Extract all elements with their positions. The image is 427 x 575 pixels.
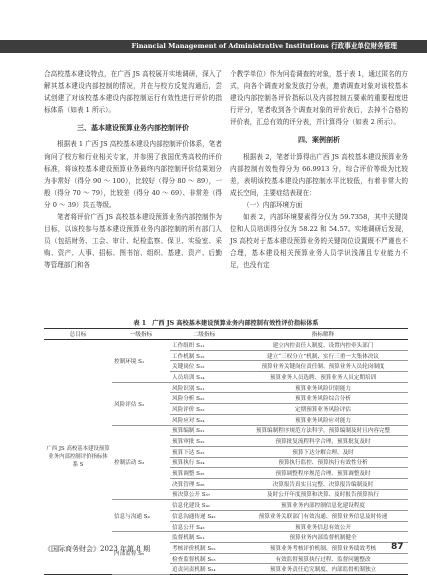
explanation-cell: 预算执行监控、预算执行有效性分析 <box>238 457 408 468</box>
column-header: 一级指标 <box>112 329 170 340</box>
level1-cell: 风险评估 S₂ <box>112 382 170 425</box>
explanation-cell: 预算业务考核评价机制、预算业务绩效考核 <box>238 543 408 554</box>
explanation-cell: 预算调整程序规范合理、预算调整及时 <box>238 468 408 479</box>
header-title-cn: 行政事业单位财务管理 <box>331 42 397 50</box>
journal-header-banner <box>0 40 427 53</box>
explanation-cell: 预算业务内部控制信息化建设程度 <box>238 500 408 511</box>
explanation-cell: 预算编制程序规范方法科学，预算编制及时且内容完整 <box>238 425 408 436</box>
right-column <box>230 68 408 272</box>
table-row <box>44 340 408 351</box>
level2-cell: 关键岗位 S₁₃ <box>170 361 238 372</box>
right-paragraph: 如表 2，内部环境要素得分仅为 59.7358，其中关键岗位和人员培训得分仅为 58.22 和 54.57。实地调研后发现，JS 高校对于基本建设预算业务的关键岗位设置既不严谨也不合理，基本建设相关预算业务人员学识浅薄且专业能力不足，也没有定 <box>230 213 408 270</box>
right-paragraph: 个教学单位）作为问卷调查的对象，基于表 1，通过匿名的方式，向各个调查对象发放打分表，邀请调查对象对该校基本建设内部控制各评价指标以及内部控制五要素的重要程度进行评分，笔者收到各个调查对象的评价表后，去掉不合格的评价表，汇总有效的评分表，并计算得分（如表 2 所示）。 <box>230 70 408 127</box>
level2-cell: 考核评价机制 S₅₂ <box>170 543 238 554</box>
level2-cell: 风险评价 S₂₃ <box>170 404 238 415</box>
level2-cell: 预算编制 S₃₁ <box>170 425 238 436</box>
explanation-cell: 定期预算业务风险评估 <box>238 404 408 415</box>
overall-goal-cell: 广西 JS 高校基本建设预算业务内部控制评价指标体系 S <box>44 340 112 575</box>
level2-cell: 检查监督机制 S₅₃ <box>170 553 238 564</box>
explanation-cell: 有效监督预算执行过程、监督问题整改 <box>238 553 408 564</box>
explanation-cell: 预算业务内部监督机制健全 <box>238 532 408 543</box>
explanation-cell: 及时公开年度预算和决算、及时报告预算执行 <box>238 489 408 500</box>
right-paragraph: 根据表 2，笔者计算得出广西 JS 高校基本建设预算业务内部控制有效性得分为 66.9913 分，综合评价等级为比较差，表明该校基本建设内部控制水平比较低，有着非常大的成长空间，主要症结表现在： <box>230 152 408 197</box>
level2-cell: 风险应对 S₂₄ <box>170 414 238 425</box>
level1-cell: 控制环境 S₁ <box>112 340 170 383</box>
section-heading: 三、基本建设预算业务内部控制评价 <box>77 123 189 133</box>
level2-cell: 工作机制 S₁₂ <box>170 350 238 361</box>
explanation-cell: 预算业务关键岗位责任制、预算业务人员轮岗制度 <box>238 361 408 372</box>
explanation-cell: 预算业务责任追究制度、内部监督机制独立 <box>238 564 408 575</box>
column-header: 二级指标 <box>170 329 238 340</box>
explanation-cell: 建立内控责任人制度、设置内控牵头部门 <box>238 340 408 351</box>
column-header: 总目标 <box>44 329 112 340</box>
column-header: 指标解释 <box>238 329 408 340</box>
table-header-row <box>44 329 408 340</box>
explanation-cell: 预算业务信息有效公开 <box>238 521 408 532</box>
level2-cell: 预算调整 S₃₅ <box>170 468 238 479</box>
level1-cell: 信息与沟通 S₄ <box>112 500 170 532</box>
level2-cell: 信息沟通传递 S₄₂ <box>170 511 238 522</box>
subsection-heading: （一）内部环境方面 <box>243 200 303 209</box>
index-system-table <box>44 328 408 575</box>
section-heading: 四、案例剖析 <box>298 135 340 145</box>
explanation-cell: 预算下达分解合理、及时 <box>238 446 408 457</box>
explanation-cell: 预算批复流程科学合理，预算批复及时 <box>238 436 408 447</box>
table-caption: 表 1 广西 JS 高校基本建设预算业务内部控制有效性评价指标体系 <box>133 320 319 327</box>
left-paragraph: 合高校基本建设特点，在广西 JS 高校展开实地调研，深入了解其基本建设内部控制的情况，并在与校方反复沟通后，尝试创建了对该校基本建设内部控制运行有效性进行评价的指标体系（如表 1 所示）。 <box>44 70 222 115</box>
level2-cell: 风险识别 S₂₁ <box>170 382 238 393</box>
header-title-en: Financial Management of Administrative Institutions <box>131 42 329 50</box>
explanation-cell: 预算业务风险综合分析 <box>238 393 408 404</box>
explanation-cell: 预算业务风险应对能力 <box>238 414 408 425</box>
page-number: 87 <box>391 542 404 552</box>
left-paragraph: 根据表 1 广西 JS 高校基本建设内部控制评价体系，笔者询问了校方和行业相关专家，并参照了我国优秀高校的评价标准，将该校基本建设预算业务最终内部控制评价结果划分为非常好（得分 90 ～ 100），比较好（得分 80 ～ 89），一般（得分 70 ～ 79），比较差（得分 40 ～ 69）、非常差（得分 0 ～ 39）共五等级。 <box>44 140 223 209</box>
journal-issue-footer: 《国际商务财会》2023 年第 8 期 <box>44 545 150 553</box>
explanation-cell: 预算业务人员选聘、预算业务人员定期培训 <box>238 372 408 383</box>
level2-cell: 监督机制 S₅₁ <box>170 532 238 543</box>
level2-cell: 人员培训 S₁₄ <box>170 372 238 383</box>
level2-cell: 风险分析 S₂₂ <box>170 393 238 404</box>
level2-cell: 追责问责机制 S₅₄ <box>170 564 238 575</box>
explanation-cell: 决算报告真实且完整、决算报告编制及时 <box>238 478 408 489</box>
level2-cell: 预决算公开 S₃₇ <box>170 489 238 500</box>
level2-cell: 预算执行 S₃₄ <box>170 457 238 468</box>
level1-cell: 内部监督 S₅ <box>112 532 170 575</box>
level2-cell: 预算下达 S₃₃ <box>170 446 238 457</box>
explanation-cell: 预算业务关联部门有效沟通、预算业务信息及时传递 <box>238 511 408 522</box>
level2-cell: 决算管理 S₃₆ <box>170 478 238 489</box>
level2-cell: 信息公开 S₄₃ <box>170 521 238 532</box>
level2-cell: 预算审批 S₃₂ <box>170 436 238 447</box>
explanation-cell: 预算业务风险识别能力 <box>238 382 408 393</box>
left-paragraph: 笔者将评价广西 JS 高校基本建设预算业务内部控制作为目标，以该校参与基本建设预算业务内部控制的所有部门人员（包括财务、工会、审计、纪检监察、保卫、实验室、采购、资产、人事、招标、图书馆、组织、基建、资产、后勤等管理部门和各 <box>44 213 222 270</box>
explanation-cell: 建立“三权分立”机制、实行三重一大集体决议 <box>238 350 408 361</box>
level2-cell: 信息化建设 S₄₁ <box>170 500 238 511</box>
left-column <box>44 68 222 272</box>
level1-cell: 控制活动 S₃ <box>112 425 170 500</box>
level2-cell: 工作组织 S₁₁ <box>170 340 238 351</box>
